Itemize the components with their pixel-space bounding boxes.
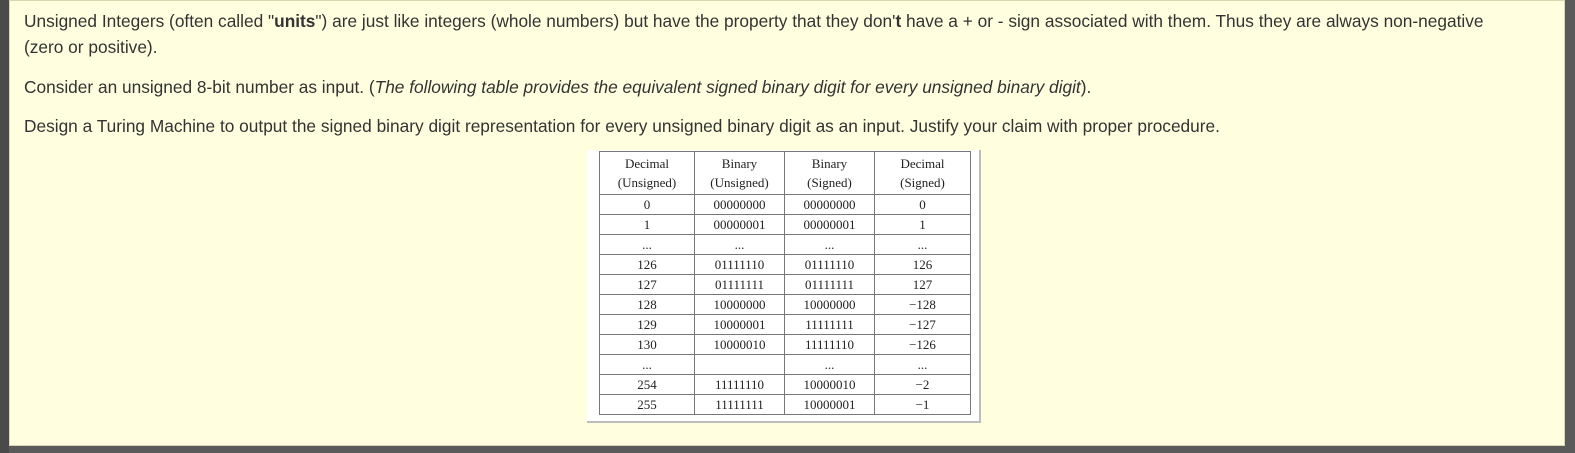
table-cell: ... xyxy=(695,235,785,255)
table-cell: ... xyxy=(785,235,875,255)
table-body xyxy=(600,195,971,415)
table-row xyxy=(600,395,971,415)
header-line: Binary xyxy=(721,156,758,171)
table-cell: 00000001 xyxy=(785,215,875,235)
intro-text-1: Unsigned Integers (often called " xyxy=(24,11,275,31)
header-line: (Unsigned) xyxy=(617,175,677,190)
header-decimal-unsigned xyxy=(600,152,695,195)
table-row xyxy=(600,355,971,375)
table-cell: 10000000 xyxy=(695,295,785,315)
table-cell: −126 xyxy=(875,335,971,355)
table-row xyxy=(600,255,971,275)
table-cell: 01111111 xyxy=(695,275,785,295)
table-cell: 01111110 xyxy=(695,255,785,275)
table-cell: 126 xyxy=(600,255,695,275)
table-cell: 00000000 xyxy=(785,195,875,215)
consider-text-1: Consider an unsigned 8-bit number as input. ( xyxy=(24,77,375,97)
consider-text-2: ). xyxy=(1080,77,1092,97)
table-cell: −1 xyxy=(875,395,971,415)
table-cell: 126 xyxy=(875,255,971,275)
table-cell: −127 xyxy=(875,315,971,335)
table-cell: 0 xyxy=(600,195,695,215)
table-cell: 10000001 xyxy=(695,315,785,335)
table-cell: 00000000 xyxy=(695,195,785,215)
header-line: Decimal xyxy=(624,156,670,171)
table-cell: ... xyxy=(600,235,695,255)
table-cell: 11111110 xyxy=(785,335,875,355)
table-cell: 127 xyxy=(875,275,971,295)
table-cell: 255 xyxy=(600,395,695,415)
table-cell: −128 xyxy=(875,295,971,315)
table-header-row xyxy=(600,152,971,195)
consider-paragraph xyxy=(24,74,1524,100)
table-row xyxy=(600,215,971,235)
table-cell: 01111111 xyxy=(785,275,875,295)
header-line: (Signed) xyxy=(900,175,945,190)
table-cell: 10000010 xyxy=(785,375,875,395)
table-cell: 127 xyxy=(600,275,695,295)
intro-bold-letter: t xyxy=(895,11,902,31)
table-cell: 254 xyxy=(600,375,695,395)
table-cell: −2 xyxy=(875,375,971,395)
table-row xyxy=(600,235,971,255)
table-row xyxy=(600,335,971,355)
table-cell: ... xyxy=(875,235,971,255)
design-paragraph: Design a Turing Machine to output the signed binary digit representation for every unsigned binary digit as an input. Justify your claim with proper procedure. xyxy=(24,116,1220,136)
intro-bold-word: units xyxy=(274,11,316,31)
header-binary-unsigned xyxy=(695,152,785,195)
consider-italic-text: The following table provides the equivalent signed binary digit for every unsigned binary digit xyxy=(374,77,1081,97)
header-line: Binary xyxy=(811,156,848,171)
table-cell: 11111110 xyxy=(695,375,785,395)
header-binary-signed xyxy=(785,152,875,195)
table-row xyxy=(600,275,971,295)
header-line: (Unsigned) xyxy=(710,175,769,190)
table-cell: 10000010 xyxy=(695,335,785,355)
table-cell: 10000001 xyxy=(785,395,875,415)
conversion-table-image xyxy=(587,150,981,423)
table-row xyxy=(600,295,971,315)
table-cell: 11111111 xyxy=(695,395,785,415)
table-cell: 0 xyxy=(875,195,971,215)
table-row xyxy=(600,375,971,395)
header-decimal-signed xyxy=(875,152,971,195)
table-cell xyxy=(695,355,785,375)
table-cell: ... xyxy=(600,355,695,375)
table-row xyxy=(600,315,971,335)
intro-text-3: have a + or - sign associated with them. Thus they are always non-negative (zero or positive). xyxy=(24,11,1484,57)
intro-paragraph xyxy=(24,8,1524,60)
intro-text-2: ") are just like integers (whole numbers) but have the property that they don' xyxy=(315,11,896,31)
table-cell: 129 xyxy=(600,315,695,335)
table-cell: ... xyxy=(875,355,971,375)
conversion-table xyxy=(599,151,971,415)
table-cell: 10000000 xyxy=(785,295,875,315)
table-cell: 1 xyxy=(875,215,971,235)
table-cell: 130 xyxy=(600,335,695,355)
header-line: (Signed) xyxy=(807,175,852,190)
table-cell: 00000001 xyxy=(695,215,785,235)
table-cell: 128 xyxy=(600,295,695,315)
table-row xyxy=(600,195,971,215)
header-line: Decimal xyxy=(900,156,945,171)
window-left-edge xyxy=(0,0,9,453)
table-cell: ... xyxy=(785,355,875,375)
table-cell: 01111110 xyxy=(785,255,875,275)
table-cell: 1 xyxy=(600,215,695,235)
table-cell: 11111111 xyxy=(785,315,875,335)
